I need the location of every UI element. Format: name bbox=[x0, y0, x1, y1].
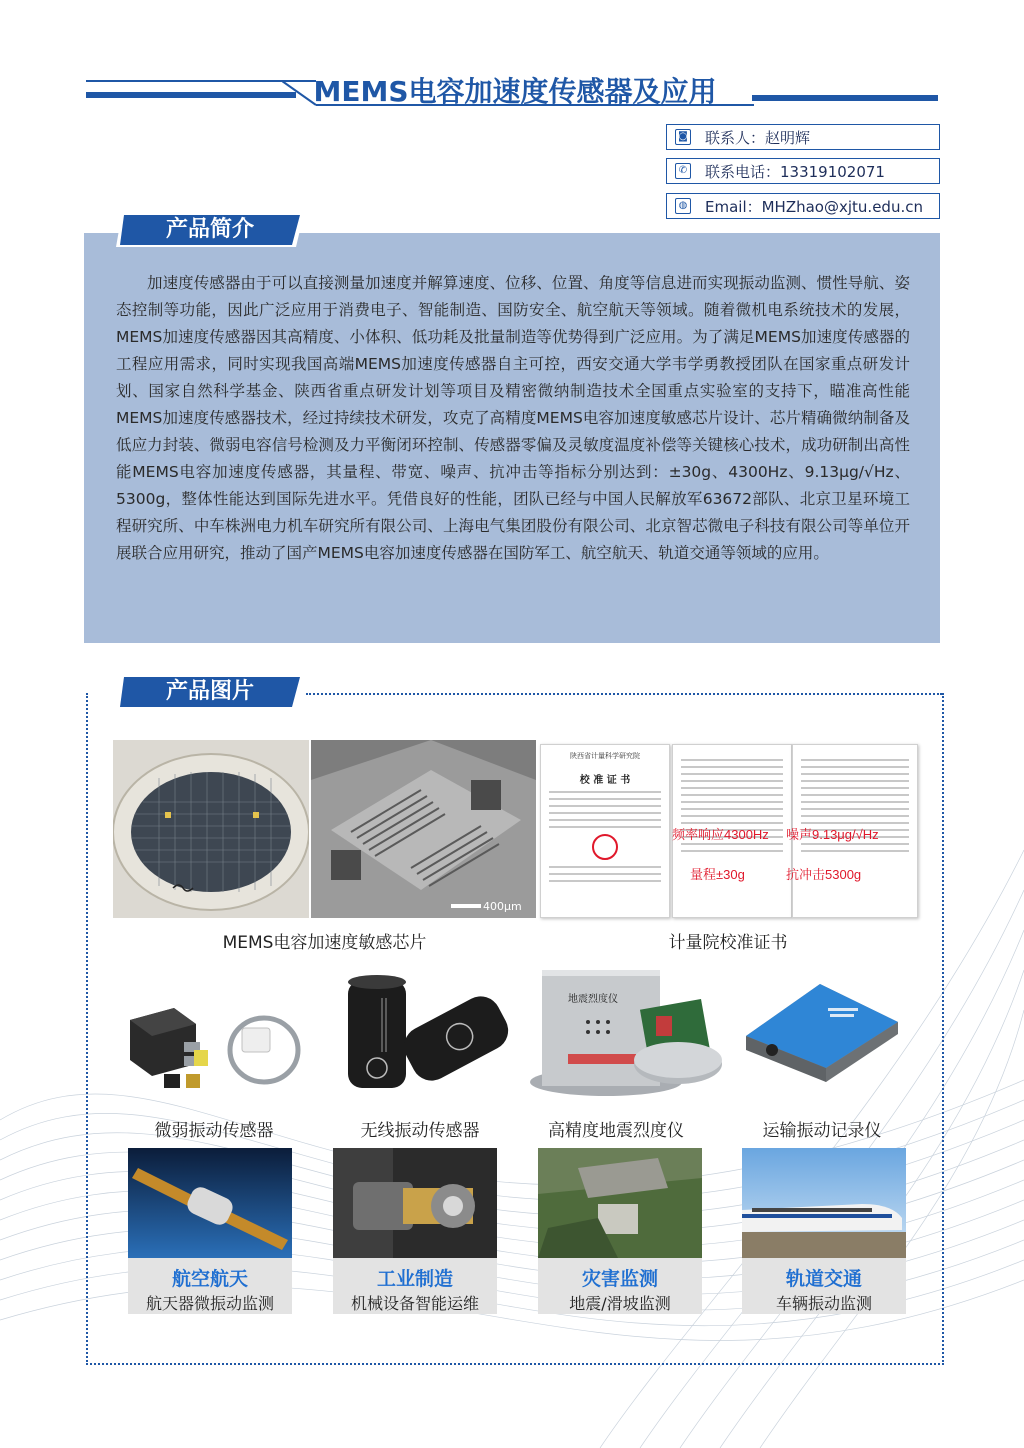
application-sub-aerospace: 航天器微振动监测 bbox=[145, 1294, 274, 1313]
industrial-photo bbox=[333, 1148, 497, 1258]
product-caption-transport-recorder: 运输振动记录仪 bbox=[762, 1121, 882, 1141]
product-caption-weak-vibration: 微弱振动传感器 bbox=[154, 1121, 274, 1141]
contact-person-text: 联系人：赵明辉 bbox=[705, 128, 811, 147]
rail-photo bbox=[742, 1148, 906, 1258]
weak-vibration-sensor-photo bbox=[124, 990, 304, 1098]
section-heading-photos: 产品图片 bbox=[165, 679, 254, 704]
certificate-cover bbox=[540, 744, 670, 918]
sem-chip-photo bbox=[311, 740, 536, 918]
wireless-vibration-sensor-photo bbox=[330, 972, 510, 1098]
scale-bar-label: 400μm bbox=[483, 900, 522, 913]
cert-header: 陕西省计量科学研究院 bbox=[570, 752, 640, 760]
cert-label-noise: 噪声9.13μg/√Hz bbox=[786, 827, 879, 842]
certificate-group bbox=[540, 740, 916, 920]
application-card-rail bbox=[742, 1258, 906, 1314]
section-header-photos bbox=[116, 675, 304, 709]
application-title-rail: 轨道交通 bbox=[785, 1268, 862, 1290]
product-caption-seismic-meter: 高精度地震烈度仪 bbox=[548, 1121, 684, 1141]
wafer-image bbox=[113, 740, 309, 918]
transport-recorder-photo bbox=[742, 972, 902, 1098]
contact-phone-text: 联系电话：13319102071 bbox=[705, 162, 885, 181]
photo-frame-top-border bbox=[306, 693, 942, 695]
cert-caption: 计量院校准证书 bbox=[668, 933, 788, 953]
aerospace-photo bbox=[128, 1148, 292, 1258]
application-sub-industrial: 机械设备智能运维 bbox=[350, 1294, 479, 1313]
application-card-disaster bbox=[538, 1258, 702, 1314]
title-decor-bar-left bbox=[86, 92, 296, 98]
application-title-disaster: 灾害监测 bbox=[581, 1268, 658, 1290]
seismic-meter-label: 地震烈度仪 bbox=[568, 994, 618, 1005]
section-header-intro bbox=[116, 213, 304, 247]
contact-phone bbox=[666, 158, 940, 184]
product-caption-wireless-vibration: 无线振动传感器 bbox=[360, 1121, 480, 1141]
section-heading-intro: 产品简介 bbox=[165, 217, 254, 242]
wafer-photo bbox=[113, 740, 309, 918]
chip-caption: MEMS电容加速度敏感芯片 bbox=[222, 933, 427, 953]
application-title-aerospace: 航空航天 bbox=[171, 1268, 248, 1290]
application-card-aerospace bbox=[128, 1258, 292, 1314]
application-card-industrial bbox=[333, 1258, 497, 1314]
application-sub-disaster: 地震/滑坡监测 bbox=[569, 1294, 671, 1313]
sem-image bbox=[311, 740, 536, 918]
cert-seal bbox=[592, 834, 618, 860]
disaster-photo bbox=[538, 1148, 702, 1258]
application-title-industrial: 工业制造 bbox=[376, 1268, 453, 1290]
cert-label-shock: 抗冲击5300g bbox=[786, 867, 862, 882]
seismic-meter-photo bbox=[528, 964, 724, 1098]
cert-label-frequency: 频率响应4300Hz bbox=[672, 827, 769, 842]
phone-icon: ✆ bbox=[675, 163, 691, 179]
title-decor-bar-right bbox=[752, 95, 938, 101]
contact-email-text[interactable]: Email：MHZhao@xjtu.edu.cn bbox=[705, 197, 923, 216]
contact-email bbox=[666, 193, 940, 219]
cert-title: 校 准 证 书 bbox=[579, 775, 631, 786]
person-icon: ◙ bbox=[675, 129, 691, 145]
page-title: MEMS电容加速度传感器及应用 bbox=[313, 75, 717, 108]
globe-icon: ◍ bbox=[675, 198, 691, 214]
application-sub-rail: 车辆振动监测 bbox=[775, 1294, 872, 1313]
cert-label-range: 量程±30g bbox=[690, 867, 745, 882]
intro-paragraph: 加速度传感器由于可以直接测量加速度并解算速度、位移、位置、角度等信息进而实现振动监测、惯性导航、姿态控制等功能，因此广泛应用于消费电子、智能制造、国防安全、航空航天等领域。随着微机电系统技术的发展，MEMS加速度传感器因其高精度、小体积、低功耗及批量制造等优势得到广泛应用。为了满足MEMS加速度传感器的工程应用需求，同时实现我国高端MEMS加速度传感器自主可控，西安交通大学韦学勇教授团队在国家重点研发计划、国家自然科学基金、陕西省重点研发计划等项目及精密微纳制造技术全国重点实验室的支持下，瞄准高性能MEMS加速度传感器技术，经过持续技术研发，攻克了高精度MEMS电容加速度敏感芯片设计、芯片精确微纳制备及低应力封装、微弱电容信号检测及力平衡闭环控制、传感器零偏及灵敏度温度补偿等关键核心技术，成功研制出高性能MEMS电容加速度传感器，其量程、带宽、噪声、抗冲击等指标分别达到：±30g、4300Hz、9.13μg/√Hz、5300g，整体性能达到国际先进水平。凭借良好的性能，团队已经与中国人民解放军63672部队、北京卫星环境工程研究所、中车株洲电力机车研究所有限公司、上海电气集团股份有限公司、北京智芯微电子科技有限公司等单位开展联合应用研究，推动了国产MEMS电容加速度传感器在国防军工、航空航天、轨道交通等领域的应用。 bbox=[116, 274, 910, 562]
contact-person bbox=[666, 124, 940, 150]
